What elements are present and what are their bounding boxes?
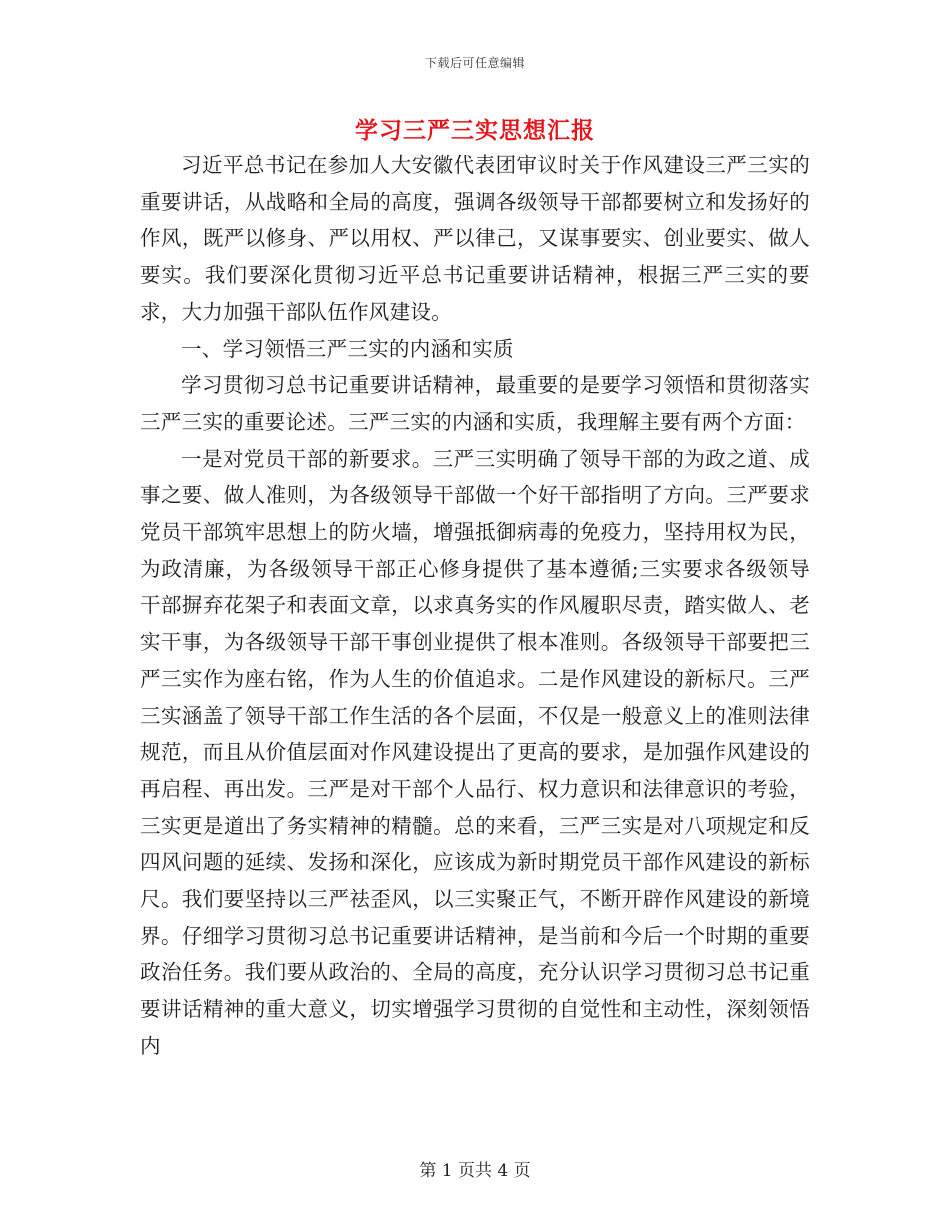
section-heading: 一、学习领悟三严三实的内涵和实质 xyxy=(181,336,514,361)
paragraph-study: 学习贯彻习总书记重要讲话精神，最重要的是要学习领悟和贯彻落实三严三实的重要论述。三严三实的内涵和实质，我理解主要有两个方面： xyxy=(140,373,810,434)
document-title: 学习三严三实思想汇报 xyxy=(355,117,595,144)
page-indicator: 第 1 页共 4 页 xyxy=(419,1161,531,1181)
paragraph-requirements: 一是对党员干部的新要求。三严三实明确了领导干部的为政之道、成事之要、做人准则，为各级领导干部做一个好干部指明了方向。三严要求党员干部筑牢思想上的防火墙，增强抵御病毒的免疫力，坚持用权为民，为政清廉，为各级领导干部正心修身提供了基本遵循;三实要求各级领导干部摒弃花架子和表面文章，以求真务实的作风履职尽责，踏实做人、老实干事，为各级领导干部干事创业提供了根本准则。各级领导干部要把三严三实作为座右铭，作为人生的价值追求。二是作风建设的新标尺。三严三实涵盖了领导干部工作生活的各个层面，不仅是一般意义上的准则法律规范，而且从价值层面对作风建设提出了更高的要求，是加强作风建设的再启程、再出发。三严是对干部个人品行、权力意识和法律意识的考验，三实更是道出了务实精神的精髓。总的来看，三严三实是对八项规定和反四风问题的延续、发扬和深化，应该成为新时期党员干部作风建设的新标尺。我们要坚持以三严祛歪风，以三实聚正气，不断开辟作风建设的新境界。仔细学习贯彻习总书记重要讲话精神，是当前和今后一个时期的重要政治任务。我们要从政治的、全局的高度，充分认识学习贯彻习总书记重要讲话精神的重大意义，切实增强学习贯彻的自觉性和主动性，深刻领悟内 xyxy=(140,446,810,1058)
document-body xyxy=(140,147,810,1065)
paragraph-intro: 习近平总书记在参加人大安徽代表团审议时关于作风建设三严三实的重要讲话，从战略和全局的高度，强调各级领导干部都要树立和发扬好的作风，既严以修身、严以用权、严以律己，又谋事要实、创业要实、做人要实。我们要深化贯彻习近平总书记重要讲话精神，根据三严三实的要求，大力加强干部队伍作风建设。 xyxy=(140,153,810,324)
header-note: 下载后可任意编辑 xyxy=(424,56,525,70)
